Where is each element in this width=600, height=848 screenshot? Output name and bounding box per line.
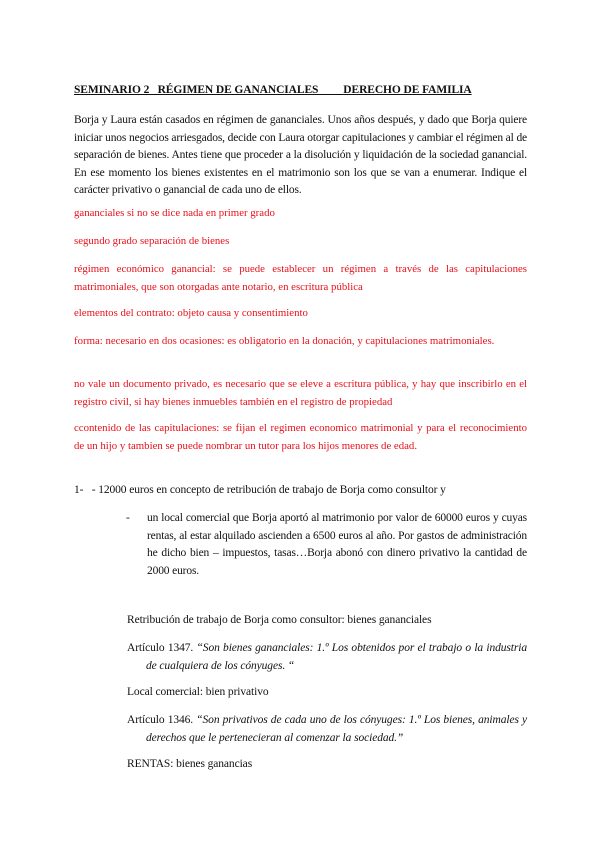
rentas-line: RENTAS: bienes ganancias: [127, 758, 253, 770]
retribucion-line: Retribución de trabajo de Borja como consultor: bienes gananciales: [127, 614, 432, 626]
note-elementos: elementos del contrato: objeto causa y consentimiento: [74, 307, 308, 319]
list-item-1-sub: un local comercial que Borja aportó al matrimonio por valor de 60000 euros y cuyas rentas, al estar alquilado ascienden a 6500 euros al año. Por gastos de administración he dicho bien – impuestos, tasas…Borja abonó con dinero privativo la cantidad de 2000 euros.: [147, 512, 527, 577]
articulo-1347-label: Artículo 1347.: [127, 642, 197, 654]
intro-paragraph: Borja y Laura están casados en régimen de gananciales. Unos años después, y dado que Borja quiere iniciar unos negocios arriesgados, decide con Laura otorgar capitulaciones y cambiar el régimen al de separación de bienes. Antes tiene que proceder a la disolución y liquidación de la sociedad ganancial. En ese momento los bienes existentes en el matrimonio son los que se van a enumerar. Indique el carácter privativo o ganancial de cada uno de ellos.: [74, 114, 527, 196]
note-grado-1: gananciales si no se dice nada en primer grado: [74, 207, 275, 219]
note-grado-2: segundo grado separación de bienes: [74, 235, 230, 247]
note-documento: no vale un documento privado, es necesario que se eleve a escritura pública, y hay que inscribirlo en el registro civil, si hay bienes inmuebles también en el registro de propiedad: [74, 378, 527, 408]
note-contenido: ccontenido de las capitulaciones: se fijan el regimen economico matrimonial y para el reconocimiento de un hijo y tambien se puede nombrar un tutor para los hijos menores de edad.: [74, 422, 527, 452]
articulo-1347: [127, 640, 527, 675]
note-forma: forma: necesario en dos ocasiones: es obligatorio en la donación, y capitulaciones matrimoniales.: [74, 335, 495, 347]
articulo-1346-text: “Son privativos de cada uno de los cónyuges: 1.º Los bienes, animales y derechos que le pertenecieran al comenzar la sociedad.”: [146, 714, 527, 744]
list-item-1: 1- - 12000 euros en concepto de retribución de trabajo de Borja como consultor y: [74, 484, 446, 496]
page-title: SEMINARIO 2 RÉGIMEN DE GANANCIALES DERECHO DE FAMILIA: [74, 84, 472, 96]
articulo-1346-label: Artículo 1346.: [127, 714, 197, 726]
local-line: Local comercial: bien privativo: [127, 686, 269, 698]
note-regimen: régimen económico ganancial: se puede establecer un régimen a través de las capitulaciones matrimoniales, que son otorgadas ante notario, en escritura pública: [74, 263, 527, 293]
articulo-1346: [127, 712, 527, 747]
sub-bullet: -: [126, 512, 130, 524]
articulo-1347-text: “Son bienes gananciales: 1.º Los obtenidos por el trabajo o la industria de cualquiera de los cónyuges. “: [146, 642, 527, 672]
